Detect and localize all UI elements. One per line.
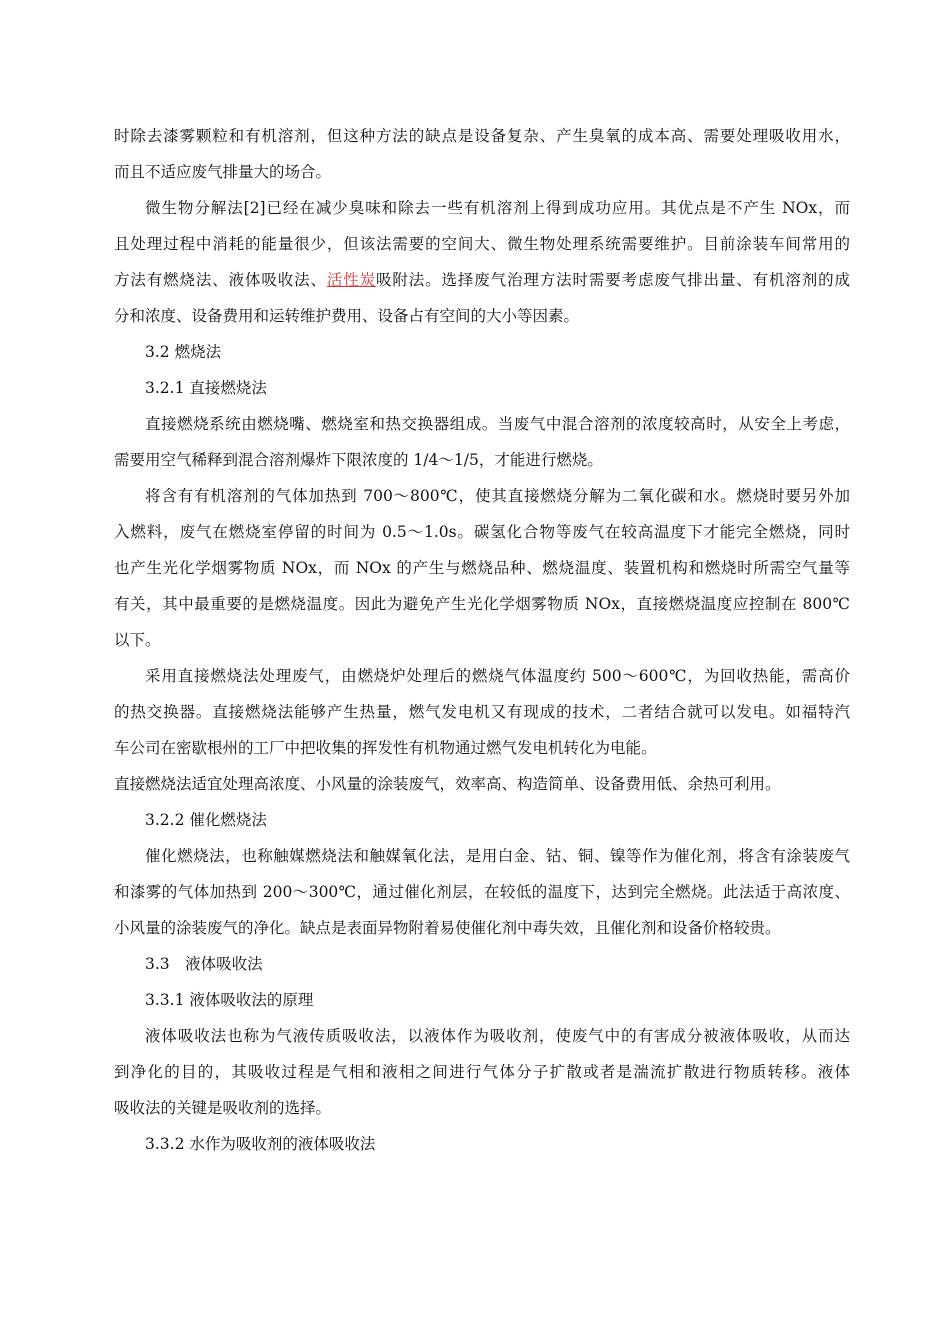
paragraph-line: 采用直接燃烧法处理废气，由燃烧炉处理后的燃烧气体温度约 500～600℃，为回收热能，需高价 — [145, 667, 850, 685]
paragraph-line: 时除去漆雾颗粒和有机溶剂，但这种方法的缺点是设备复杂、产生臭氧的成本高、需要处理吸收用水， — [114, 127, 850, 145]
paragraph-text: 吸附法。选择废气治理方法时需要考虑废气排出量、有机溶剂的成 — [376, 271, 850, 289]
section-heading: 3.3 液体吸收法 — [145, 955, 263, 973]
paragraph-line: 也产生光化学烟雾物质 NOx，而 NOx 的产生与燃烧品种、燃烧温度、装置机构和燃烧时所需空气量等 — [114, 559, 850, 577]
subsection-heading: 3.3.2 水作为吸收剂的液体吸收法 — [145, 1135, 376, 1153]
paragraph-line — [114, 270, 850, 290]
paragraph-line: 以下。 — [114, 631, 161, 649]
paragraph-line: 需要用空气稀释到混合溶剂爆炸下限浓度的 1/4～1/5，才能进行燃烧。 — [114, 451, 603, 469]
paragraph-line: 和漆雾的气体加热到 200～300℃，通过催化剂层，在较低的温度下，达到完全燃烧。此法适于高浓度、 — [114, 883, 850, 901]
paragraph-line: 液体吸收法也称为气液传质吸收法，以液体作为吸收剂，使废气中的有害成分被液体吸收，从而达 — [145, 1027, 850, 1045]
paragraph-line: 直接燃烧系统由燃烧嘴、燃烧室和热交换器组成。当废气中混合溶剂的浓度较高时，从安全上考虑， — [145, 415, 850, 433]
paragraph-line: 吸收法的关键是吸收剂的选择。 — [114, 1099, 332, 1117]
paragraph-line: 小风量的涂装废气的净化。缺点是表面异物附着易使催化剂中毒失效，且催化剂和设备价格较贵。 — [114, 919, 781, 937]
paragraph-line: 车公司在密歇根州的工厂中把收集的挥发性有机物通过燃气发电机转化为电能。 — [114, 739, 657, 757]
paragraph-text: 方法有燃烧法、液体吸收法、 — [114, 271, 327, 289]
paragraph-line: 有关，其中最重要的是燃烧温度。因此为避免产生光化学烟雾物质 NOx，直接燃烧温度应控制在 800℃ — [114, 595, 850, 613]
paragraph-line: 而且不适应废气排量大的场合。 — [114, 163, 332, 181]
activated-carbon-link[interactable]: 活性炭 — [326, 271, 376, 289]
paragraph-line: 分和浓度、设备费用和运转维护费用、设备占有空间的大小等因素。 — [114, 307, 580, 325]
subsection-heading: 3.3.1 液体吸收法的原理 — [145, 991, 314, 1009]
subsection-heading: 3.2.1 直接燃烧法 — [145, 379, 267, 397]
paragraph-line: 且处理过程中消耗的能量很少，但该法需要的空间大、微生物处理系统需要维护。目前涂装车间常用的 — [114, 235, 850, 253]
section-heading: 3.2 燃烧法 — [145, 343, 222, 361]
paragraph-line: 催化燃烧法，也称触媒燃烧法和触媒氧化法，是用白金、钴、铜、镍等作为催化剂，将含有涂装废气 — [145, 847, 850, 865]
paragraph-line: 到净化的目的，其吸收过程是气相和液相之间进行气体分子扩散或者是湍流扩散进行物质转移。液体 — [114, 1063, 850, 1081]
subsection-heading: 3.2.2 催化燃烧法 — [145, 811, 267, 829]
paragraph-line: 将含有有机溶剂的气体加热到 700～800℃，使其直接燃烧分解为二氧化碳和水。燃烧时要另外加 — [145, 487, 850, 505]
paragraph-line: 微生物分解法[2]已经在减少臭味和除去一些有机溶剂上得到成功应用。其优点是不产生 NOx，而 — [145, 199, 850, 217]
paragraph-line: 直接燃烧法适宜处理高浓度、小风量的涂装废气，效率高、构造简单、设备费用低、余热可利用。 — [114, 775, 781, 793]
paragraph-line: 入燃料，废气在燃烧室停留的时间为 0.5～1.0s。碳氢化合物等废气在较高温度下才能完全燃烧，同时 — [114, 523, 850, 541]
paragraph-line: 的热交换器。直接燃烧法能够产生热量，燃气发电机又有现成的技术，二者结合就可以发电。如福特汽 — [114, 703, 850, 721]
